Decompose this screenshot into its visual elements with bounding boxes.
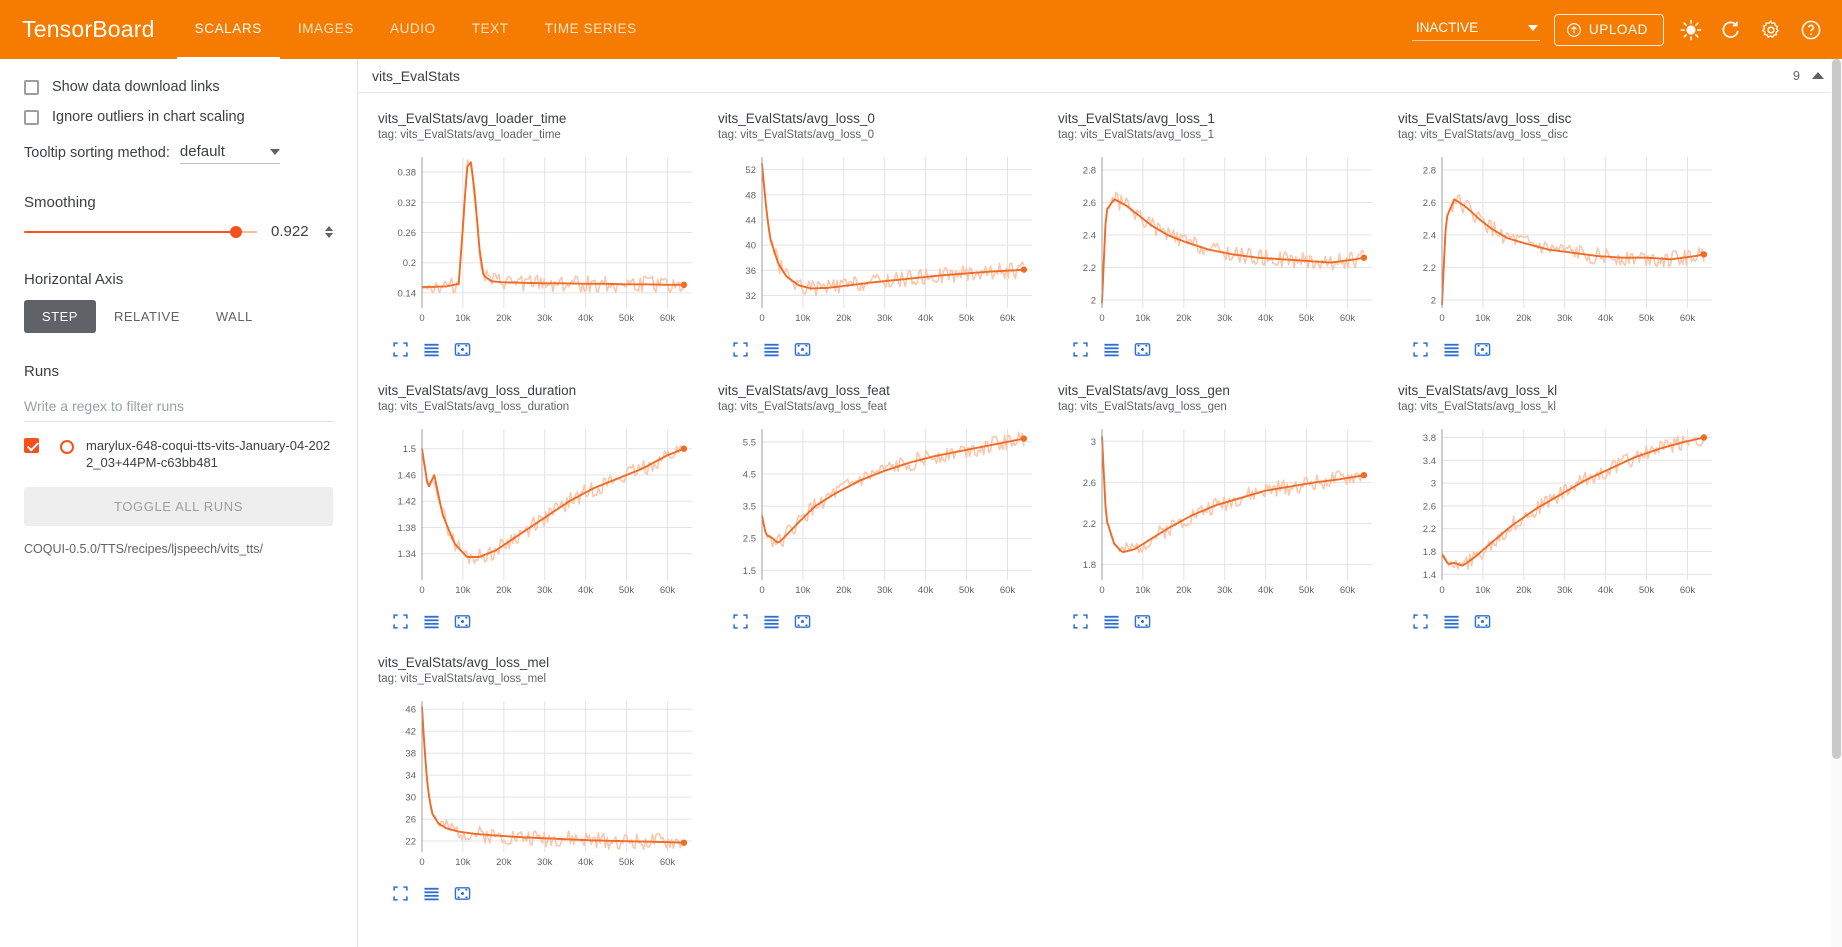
svg-text:32: 32 — [745, 290, 756, 302]
svg-text:1.46: 1.46 — [397, 470, 416, 482]
svg-text:30k: 30k — [537, 585, 553, 596]
smoothing-stepper[interactable] — [325, 226, 333, 238]
svg-text:20k: 20k — [836, 585, 852, 596]
svg-text:0.32: 0.32 — [397, 197, 416, 209]
page-body — [0, 59, 1842, 947]
chart-card — [372, 107, 700, 363]
svg-text:40k: 40k — [577, 585, 594, 596]
tooltip-sorting-select[interactable] — [180, 143, 280, 164]
run-checkbox[interactable] — [24, 438, 39, 453]
svg-text:50k: 50k — [1638, 313, 1655, 324]
svg-text:1.42: 1.42 — [397, 496, 416, 508]
app-title: TensorBoard — [22, 16, 155, 42]
upload-label: UPLOAD — [1588, 22, 1648, 37]
chevron-down-icon — [1528, 25, 1538, 31]
data-table-icon[interactable] — [1103, 613, 1120, 635]
refresh-icon[interactable] — [1718, 17, 1744, 43]
horizontal-axis-label: Horizontal Axis — [24, 271, 124, 288]
expand-icon[interactable] — [1072, 613, 1089, 635]
svg-text:1.34: 1.34 — [397, 549, 416, 561]
chart-tag: tag: vits_EvalStats/avg_loss_0 — [718, 129, 874, 141]
sidebar — [0, 59, 358, 947]
slider-knob[interactable] — [230, 226, 242, 238]
svg-text:60k: 60k — [1679, 313, 1696, 324]
svg-text:2.4: 2.4 — [1422, 230, 1436, 242]
svg-text:60k: 60k — [999, 313, 1016, 324]
chart-plot[interactable] — [378, 147, 694, 337]
svg-text:50k: 50k — [1638, 585, 1655, 596]
svg-text:3.8: 3.8 — [1422, 433, 1436, 444]
svg-text:30k: 30k — [537, 313, 553, 324]
expand-icon[interactable] — [392, 885, 409, 907]
data-table-icon[interactable] — [1443, 341, 1460, 363]
expand-icon[interactable] — [392, 341, 409, 363]
expand-icon[interactable] — [1072, 341, 1089, 363]
svg-text:2.6: 2.6 — [1082, 198, 1096, 209]
svg-text:2.6: 2.6 — [1422, 198, 1436, 209]
svg-text:50k: 50k — [618, 857, 635, 868]
chart-card-actions — [718, 337, 1034, 363]
svg-text:0: 0 — [1099, 585, 1105, 596]
stepper-down-icon[interactable] — [325, 233, 333, 238]
logdir-path: COQUI-0.5.0/TTS/recipes/ljspeech/vits_tts/ — [24, 542, 263, 557]
svg-text:30: 30 — [405, 792, 416, 804]
svg-text:60k: 60k — [1679, 585, 1696, 596]
smoothing-value: 0.922 — [271, 223, 309, 240]
svg-text:0: 0 — [419, 585, 425, 596]
svg-text:46: 46 — [405, 704, 416, 716]
svg-text:4.5: 4.5 — [742, 469, 756, 481]
fit-domain-icon[interactable] — [454, 341, 471, 363]
tab-images[interactable]: IMAGES — [297, 21, 354, 36]
top-bar-actions — [1412, 14, 1842, 46]
chart-tag: tag: vits_EvalStats/avg_loader_time — [378, 129, 561, 141]
expand-icon[interactable] — [732, 613, 749, 635]
chart-tag: tag: vits_EvalStats/avg_loss_kl — [1398, 401, 1556, 413]
expand-icon[interactable] — [732, 341, 749, 363]
runs-filter-input[interactable] — [24, 392, 333, 422]
slider-track — [24, 231, 257, 233]
checkbox-box — [24, 80, 39, 95]
expand-icon[interactable] — [1412, 613, 1429, 635]
svg-text:40: 40 — [745, 240, 756, 252]
chart-title: vits_EvalStats/avg_loss_feat — [718, 383, 890, 398]
svg-text:10k: 10k — [1135, 585, 1151, 596]
horizontal-axis-options — [24, 300, 333, 333]
svg-text:2.2: 2.2 — [1422, 524, 1436, 536]
tooltip-sorting-label: Tooltip sorting method: — [24, 145, 170, 161]
svg-text:30k: 30k — [1217, 585, 1233, 596]
fit-domain-icon[interactable] — [454, 885, 471, 907]
group-card-count: 9 — [1793, 68, 1800, 83]
svg-text:5.5: 5.5 — [742, 437, 756, 449]
chart-card — [372, 651, 700, 907]
axis-option-step[interactable]: STEP — [24, 300, 96, 333]
chart-card — [1052, 379, 1380, 635]
svg-text:44: 44 — [745, 215, 756, 227]
fit-domain-icon[interactable] — [794, 341, 811, 363]
svg-text:1.5: 1.5 — [402, 444, 416, 456]
show-data-download-links-checkbox[interactable] — [24, 79, 333, 95]
main-scrollbar-thumb[interactable] — [1832, 59, 1841, 759]
svg-text:1.4: 1.4 — [1422, 569, 1436, 581]
fit-domain-icon[interactable] — [1134, 613, 1151, 635]
expand-icon[interactable] — [392, 613, 409, 635]
svg-text:60k: 60k — [1339, 585, 1356, 596]
tab-text[interactable]: TEXT — [471, 21, 509, 36]
chart-tag: tag: vits_EvalStats/avg_loss_disc — [1398, 129, 1569, 141]
chart-plot[interactable] — [378, 691, 694, 881]
chart-tag: tag: vits_EvalStats/avg_loss_gen — [1058, 401, 1227, 413]
svg-text:2.2: 2.2 — [1082, 262, 1096, 274]
chart-card-actions — [378, 609, 694, 635]
chart-card-actions — [1058, 609, 1374, 635]
chart-tag: tag: vits_EvalStats/avg_loss_feat — [718, 401, 887, 413]
tab-scalars[interactable]: SCALARS — [177, 0, 280, 59]
data-table-icon[interactable] — [423, 341, 440, 363]
chart-plot[interactable] — [718, 147, 1034, 337]
nav-tabs — [177, 0, 655, 59]
chart-tag: tag: vits_EvalStats/avg_loss_duration — [378, 401, 570, 413]
svg-text:40k: 40k — [917, 585, 934, 596]
smoothing-label: Smoothing — [24, 194, 96, 211]
upload-icon — [1566, 22, 1582, 38]
svg-text:2.8: 2.8 — [1422, 165, 1436, 177]
main-panel — [358, 59, 1842, 947]
chart-tag: tag: vits_EvalStats/avg_loss_mel — [378, 673, 547, 685]
chart-card — [372, 379, 700, 635]
chart-title: vits_EvalStats/avg_loss_mel — [378, 655, 550, 670]
svg-text:0.2: 0.2 — [402, 258, 416, 270]
svg-text:2.5: 2.5 — [742, 533, 756, 545]
group-header[interactable] — [358, 59, 1842, 93]
svg-text:52: 52 — [745, 165, 756, 177]
fit-domain-icon[interactable] — [454, 613, 471, 635]
smoothing-value-field[interactable] — [271, 223, 333, 241]
svg-text:3.4: 3.4 — [1422, 455, 1436, 467]
chart-plot[interactable] — [378, 419, 694, 609]
svg-text:2: 2 — [1090, 295, 1096, 307]
chart-card-actions — [1398, 337, 1714, 363]
svg-text:3: 3 — [1430, 478, 1436, 490]
svg-text:20k: 20k — [1516, 585, 1532, 596]
fit-domain-icon[interactable] — [1474, 341, 1491, 363]
chart-title: vits_EvalStats/avg_loss_disc — [1398, 111, 1572, 126]
svg-text:1.38: 1.38 — [397, 523, 416, 534]
stepper-up-icon[interactable] — [325, 226, 333, 231]
chart-card — [1392, 379, 1720, 635]
chart-card — [712, 379, 1040, 635]
svg-text:60k: 60k — [659, 585, 676, 596]
svg-text:30k: 30k — [1557, 313, 1573, 324]
svg-text:20k: 20k — [1516, 313, 1532, 324]
chart-card — [1052, 107, 1380, 363]
svg-text:2.6: 2.6 — [1082, 477, 1096, 489]
svg-text:2.2: 2.2 — [1082, 519, 1096, 530]
svg-text:10k: 10k — [455, 585, 471, 596]
svg-text:22: 22 — [405, 836, 416, 848]
svg-text:26: 26 — [405, 814, 416, 826]
svg-text:30k: 30k — [877, 585, 893, 596]
svg-text:50k: 50k — [1298, 585, 1315, 596]
tooltip-sorting-row — [24, 143, 333, 164]
data-table-icon[interactable] — [1443, 613, 1460, 635]
settings-gear-icon[interactable] — [1758, 17, 1784, 43]
run-name: marylux-648-coqui-tts-vits-January-04-2022_03+44PM-c63bb481 — [86, 438, 331, 470]
tab-audio[interactable]: AUDIO — [389, 21, 436, 36]
svg-text:40k: 40k — [577, 857, 594, 868]
run-list-item[interactable] — [24, 438, 333, 471]
svg-text:30k: 30k — [1217, 313, 1233, 324]
chart-title: vits_EvalStats/avg_loss_1 — [1058, 111, 1215, 126]
fit-domain-icon[interactable] — [794, 613, 811, 635]
svg-text:20k: 20k — [496, 857, 512, 868]
data-table-icon[interactable] — [763, 613, 780, 635]
svg-text:1.5: 1.5 — [742, 565, 756, 577]
runs-label: Runs — [24, 363, 60, 380]
show-data-download-links-label: Show data download links — [52, 79, 220, 95]
axis-option-relative[interactable]: RELATIVE — [113, 309, 180, 324]
run-color-swatch — [60, 440, 74, 454]
svg-text:0: 0 — [419, 313, 425, 324]
svg-text:48: 48 — [745, 190, 756, 202]
main-scrollbar[interactable] — [1831, 59, 1842, 947]
expand-icon[interactable] — [1412, 341, 1429, 363]
chart-card-actions — [378, 337, 694, 363]
data-table-icon[interactable] — [423, 613, 440, 635]
smoothing-slider[interactable] — [24, 223, 257, 241]
svg-text:50k: 50k — [958, 585, 975, 596]
data-table-icon[interactable] — [763, 341, 780, 363]
svg-text:60k: 60k — [1339, 313, 1356, 324]
toggle-all-runs-button[interactable]: TOGGLE ALL RUNS — [24, 487, 333, 526]
chart-title: vits_EvalStats/avg_loss_0 — [718, 111, 875, 126]
svg-text:3.5: 3.5 — [742, 501, 756, 513]
tab-time-series[interactable]: TIME SERIES — [544, 21, 637, 36]
fit-domain-icon[interactable] — [1134, 341, 1151, 363]
svg-text:2.6: 2.6 — [1422, 501, 1436, 513]
chevron-down-icon — [270, 149, 280, 155]
chart-title: vits_EvalStats/avg_loss_duration — [378, 383, 577, 398]
svg-text:30k: 30k — [537, 857, 553, 868]
svg-text:30k: 30k — [1557, 585, 1573, 596]
svg-text:50k: 50k — [618, 313, 635, 324]
chart-card — [712, 107, 1040, 363]
svg-text:40k: 40k — [1597, 585, 1614, 596]
dark-mode-icon[interactable] — [1678, 17, 1704, 43]
checkbox-box — [24, 110, 39, 125]
upload-button[interactable] — [1554, 14, 1664, 46]
chart-title: vits_EvalStats/avg_loss_kl — [1398, 383, 1558, 398]
svg-text:0: 0 — [759, 585, 765, 596]
chart-title: vits_EvalStats/avg_loss_gen — [1058, 383, 1230, 398]
run-status-select[interactable] — [1412, 18, 1540, 41]
data-table-icon[interactable] — [423, 885, 440, 907]
svg-text:0: 0 — [419, 857, 425, 868]
svg-text:20k: 20k — [496, 585, 512, 596]
svg-text:10k: 10k — [1475, 585, 1491, 596]
chart-card-grid — [358, 93, 1842, 917]
svg-text:0.26: 0.26 — [397, 228, 416, 239]
svg-text:10k: 10k — [795, 313, 811, 324]
svg-text:60k: 60k — [999, 585, 1016, 596]
chart-plot[interactable] — [1058, 147, 1374, 337]
ignore-outliers-checkbox[interactable] — [24, 109, 333, 125]
svg-text:60k: 60k — [659, 857, 676, 868]
chart-tag: tag: vits_EvalStats/avg_loss_1 — [1058, 129, 1214, 141]
svg-text:1.8: 1.8 — [1082, 560, 1096, 572]
svg-text:2.8: 2.8 — [1082, 165, 1096, 177]
svg-text:0.14: 0.14 — [397, 288, 416, 300]
chart-plot[interactable] — [1058, 419, 1374, 609]
help-icon[interactable] — [1798, 17, 1824, 43]
axis-option-wall[interactable]: WALL — [215, 309, 253, 324]
smoothing-control — [24, 223, 333, 241]
chart-card-actions — [378, 881, 694, 907]
chevron-up-icon[interactable] — [1812, 72, 1824, 79]
svg-text:2.4: 2.4 — [1082, 230, 1096, 242]
svg-text:3: 3 — [1090, 436, 1096, 448]
svg-text:20k: 20k — [836, 313, 852, 324]
svg-text:10k: 10k — [1135, 313, 1151, 324]
svg-text:2: 2 — [1430, 295, 1436, 307]
svg-text:0: 0 — [1099, 313, 1105, 324]
svg-text:10k: 10k — [455, 857, 471, 868]
svg-text:20k: 20k — [496, 313, 512, 324]
svg-text:50k: 50k — [618, 585, 635, 596]
svg-text:0: 0 — [1439, 585, 1445, 596]
chart-card-actions — [1058, 337, 1374, 363]
svg-text:20k: 20k — [1176, 585, 1192, 596]
data-table-icon[interactable] — [1103, 341, 1120, 363]
svg-text:34: 34 — [405, 770, 416, 782]
svg-text:40k: 40k — [1597, 313, 1614, 324]
svg-text:36: 36 — [745, 265, 756, 277]
svg-text:10k: 10k — [1475, 313, 1491, 324]
chart-title: vits_EvalStats/avg_loader_time — [378, 111, 567, 126]
svg-text:10k: 10k — [795, 585, 811, 596]
svg-text:38: 38 — [405, 748, 416, 760]
svg-text:40k: 40k — [1257, 585, 1274, 596]
svg-text:50k: 50k — [1298, 313, 1315, 324]
group-title: vits_EvalStats — [372, 67, 460, 84]
tooltip-sorting-value: default — [179, 143, 225, 160]
svg-text:2.2: 2.2 — [1422, 262, 1436, 274]
chart-plot[interactable] — [1398, 147, 1714, 337]
svg-text:10k: 10k — [455, 313, 471, 324]
svg-text:40k: 40k — [1257, 313, 1274, 324]
svg-text:42: 42 — [405, 726, 416, 738]
fit-domain-icon[interactable] — [1474, 613, 1491, 635]
svg-text:40k: 40k — [577, 313, 594, 324]
top-bar — [0, 0, 1842, 59]
chart-card — [1392, 107, 1720, 363]
run-status-value: INACTIVE — [1415, 20, 1479, 35]
svg-text:0.38: 0.38 — [397, 167, 416, 179]
svg-text:1.8: 1.8 — [1422, 547, 1436, 558]
chart-card-actions — [718, 609, 1034, 635]
svg-text:0: 0 — [1439, 313, 1445, 324]
chart-plot[interactable] — [718, 419, 1034, 609]
chart-card-actions — [1398, 609, 1714, 635]
ignore-outliers-label: Ignore outliers in chart scaling — [52, 109, 245, 125]
svg-text:0: 0 — [759, 313, 765, 324]
svg-text:30k: 30k — [877, 313, 893, 324]
chart-plot[interactable] — [1398, 419, 1714, 609]
svg-text:60k: 60k — [659, 313, 676, 324]
svg-text:20k: 20k — [1176, 313, 1192, 324]
svg-text:40k: 40k — [917, 313, 934, 324]
svg-text:50k: 50k — [958, 313, 975, 324]
